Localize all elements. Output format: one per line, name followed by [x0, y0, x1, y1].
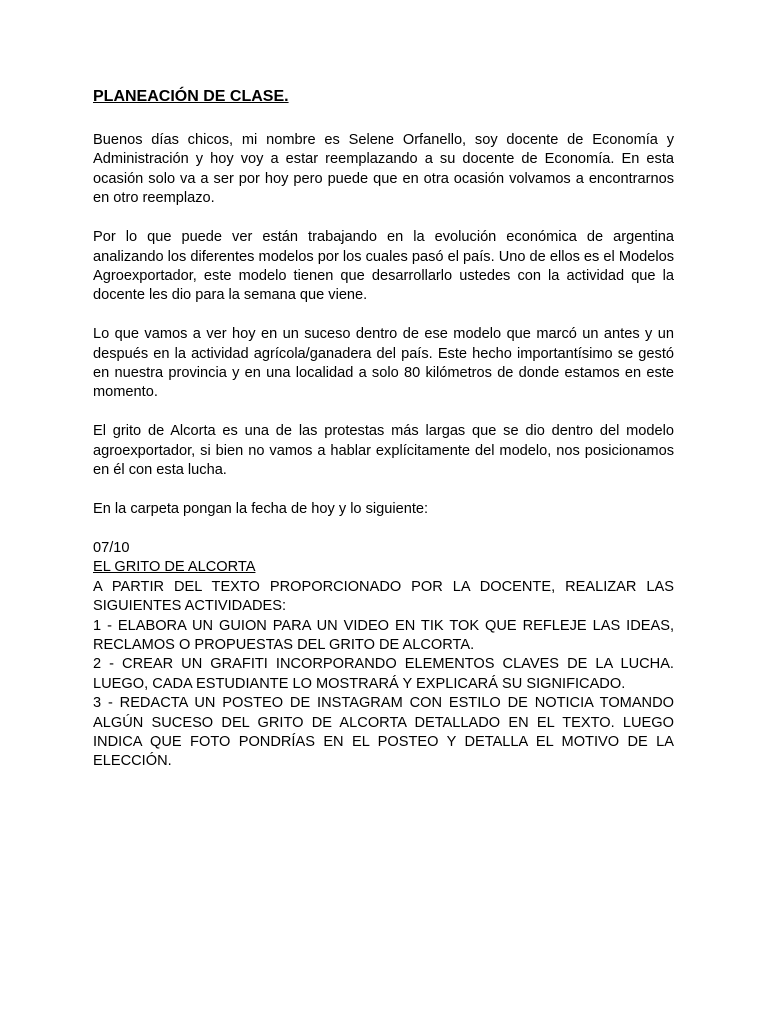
paragraph-topic: Lo que vamos a ver hoy en un suceso dentro de ese modelo que marcó un antes y un después en la actividad agrícola/ganadera del país. Este hecho importantísimo se gestó en nuestra provincia y en una localidad a solo 80 kilómetros de donde estamos en este momento.: [93, 326, 674, 401]
paragraph-grito-de-alcorta: El grito de Alcorta es una de las protestas más largas que se dio dentro del modelo agroexportador, si bien no vamos a hablar explícitamente del modelo, nos posicionamos en él con esta lucha.: [93, 423, 674, 479]
document-page: [93, 86, 674, 772]
paragraph-context: Por lo que puede ver están trabajando en la evolución económica de argentina analizando los diferentes modelos por los cuales pasó el país. Uno de ellos es el Modelos Agroexportador, este modelo tienen que desarrollarlo ustedes con la actividad que la docente les dio para la semana que viene.: [93, 229, 674, 304]
page-title: PLANEACIÓN DE CLASE.: [93, 88, 289, 105]
assignment-date: 07/10: [93, 540, 130, 556]
activity-item: 3 - REDACTA UN POSTEO DE INSTAGRAM CON ESTILO DE NOTICIA TOMANDO ALGÚN SUCESO DEL GRITO DE ALCORTA DETALLADO EN EL TEXTO. LUEGO INDICA QUE FOTO PONDRÍAS EN EL POSTEO Y DETALLA EL MOTIVO DE LA ELECCIÓN.: [93, 695, 674, 770]
activity-item: 2 - CREAR UN GRAFITI INCORPORANDO ELEMENTOS CLAVES DE LA LUCHA. LUEGO, CADA ESTUDIANTE LO MOSTRARÁ Y EXPLICARÁ SU SIGNIFICADO.: [93, 656, 674, 692]
activity-item: 1 - ELABORA UN GUION PARA UN VIDEO EN TIK TOK QUE REFLEJE LAS IDEAS, RECLAMOS O PROPUESTAS DEL GRITO DE ALCORTA.: [93, 617, 674, 654]
assignment-heading: EL GRITO DE ALCORTA: [93, 559, 256, 576]
assignment-block: [93, 539, 674, 772]
assignment-instructions: A PARTIR DEL TEXTO PROPORCIONADO POR LA DOCENTE, REALIZAR LAS SIGUIENTES ACTIVIDADES:: [93, 578, 674, 615]
paragraph-introduction: Buenos días chicos, mi nombre es Selene Orfanello, soy docente de Economía y Administración y hoy voy a estar reemplazando a su docente de Economía. En esta ocasión solo va a ser por hoy pero puede que en otra ocasión volvamos a encontrarnos en otro reemplazo.: [93, 132, 674, 207]
paragraph-notebook-instruction: En la carpeta pongan la fecha de hoy y lo siguiente:: [93, 501, 429, 518]
